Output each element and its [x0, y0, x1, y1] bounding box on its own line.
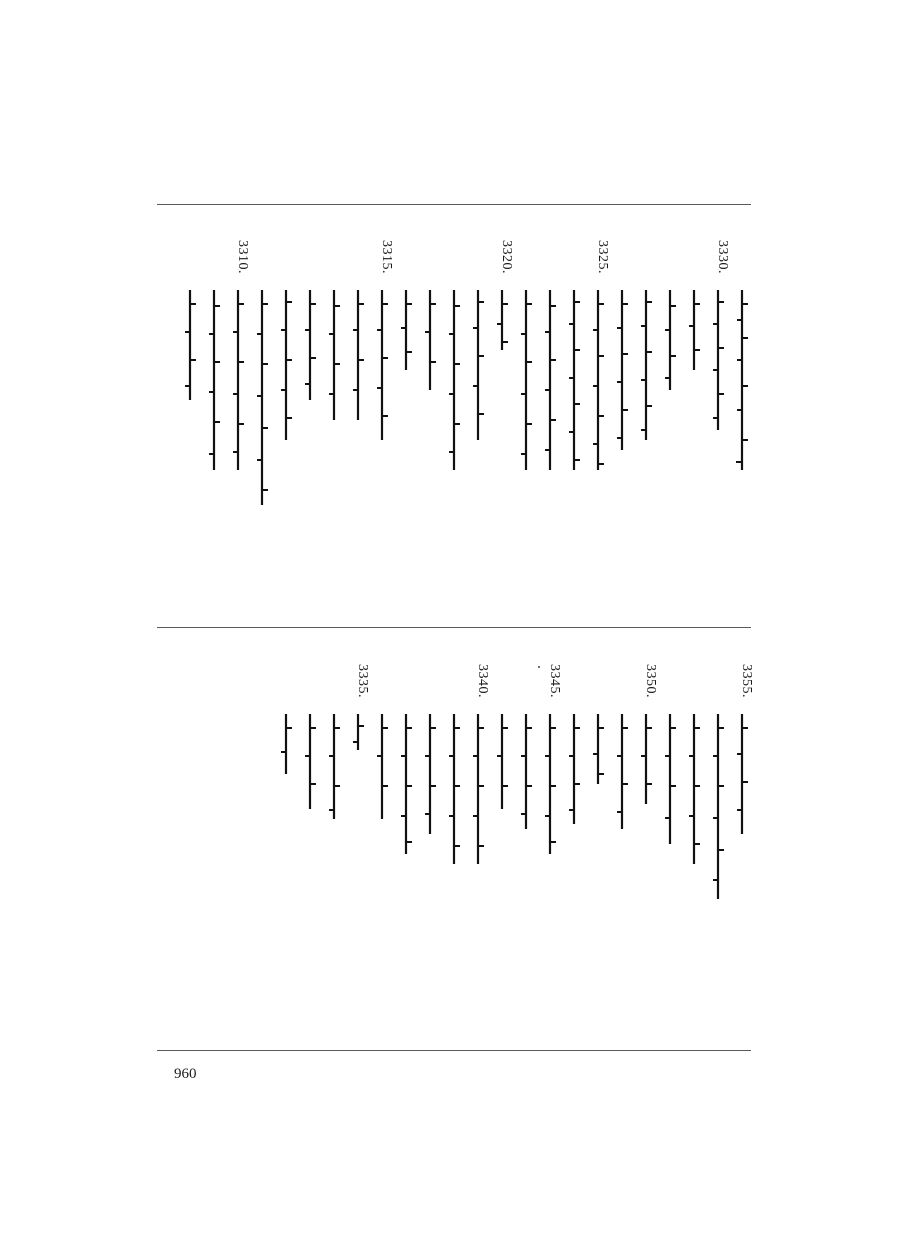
mongolian-script-line: [278, 290, 294, 440]
mongolian-script-line: [230, 290, 246, 470]
bottom-rule: [157, 1050, 751, 1051]
mongolian-script-line: [590, 290, 606, 470]
mongolian-script-line: [182, 290, 198, 400]
mongolian-script-line: [398, 714, 414, 854]
mongolian-script-line: [470, 714, 486, 864]
line-number: 3330.: [715, 240, 730, 274]
mongolian-script-line: [734, 714, 750, 834]
mongolian-script-line: [662, 714, 678, 844]
line-number: 3310.: [235, 240, 250, 274]
mongolian-script-line: [494, 290, 510, 350]
mongolian-script-line: [710, 714, 726, 899]
mongolian-script-line: [542, 714, 558, 854]
mongolian-script-line: [686, 290, 702, 370]
mongolian-script-line: [422, 714, 438, 834]
mongolian-script-line: [374, 714, 390, 819]
mongolian-script-line: [422, 290, 438, 390]
mongolian-script-line: [302, 290, 318, 400]
mongolian-script-line: [206, 290, 222, 470]
mongolian-script-line: [494, 714, 510, 809]
mongolian-script-line: [734, 290, 750, 470]
speck: [538, 666, 540, 668]
mongolian-script-line: [518, 714, 534, 829]
mongolian-script-line: [566, 714, 582, 824]
mongolian-script-line: [446, 290, 462, 470]
mongolian-script-line: [398, 290, 414, 370]
mongolian-script-line: [326, 714, 342, 819]
mongolian-script-line: [614, 714, 630, 829]
mongolian-script-line: [638, 290, 654, 440]
line-number: 3325.: [595, 240, 610, 274]
line-number: 3355.: [739, 664, 754, 698]
mongolian-script-line: [686, 714, 702, 864]
mongolian-script-line: [254, 290, 270, 505]
mongolian-script-line: [614, 290, 630, 450]
top-rule: [157, 204, 751, 205]
mongolian-script-line: [638, 714, 654, 804]
upper-text-block: [157, 240, 751, 610]
mongolian-script-line: [350, 714, 366, 750]
mongolian-script-line: [446, 714, 462, 864]
lower-text-block: [157, 664, 754, 1034]
mongolian-script-line: [470, 290, 486, 440]
line-number: 3320.: [499, 240, 514, 274]
mongolian-script-line: [350, 290, 366, 420]
line-number: 3345.: [547, 664, 562, 698]
mongolian-script-line: [326, 290, 342, 420]
mongolian-script-line: [374, 290, 390, 440]
mongolian-script-line: [302, 714, 318, 809]
line-number: 3315.: [379, 240, 394, 274]
line-number: 3350.: [643, 664, 658, 698]
mongolian-script-line: [542, 290, 558, 470]
mongolian-script-line: [518, 290, 534, 470]
mongolian-script-line: [590, 714, 606, 784]
middle-rule: [157, 627, 751, 628]
line-number: 3340.: [475, 664, 490, 698]
page-number: 960: [174, 1066, 197, 1082]
mongolian-script-line: [278, 714, 294, 774]
line-number: 3335.: [355, 664, 370, 698]
mongolian-script-line: [662, 290, 678, 390]
mongolian-script-line: [710, 290, 726, 430]
mongolian-script-line: [566, 290, 582, 470]
